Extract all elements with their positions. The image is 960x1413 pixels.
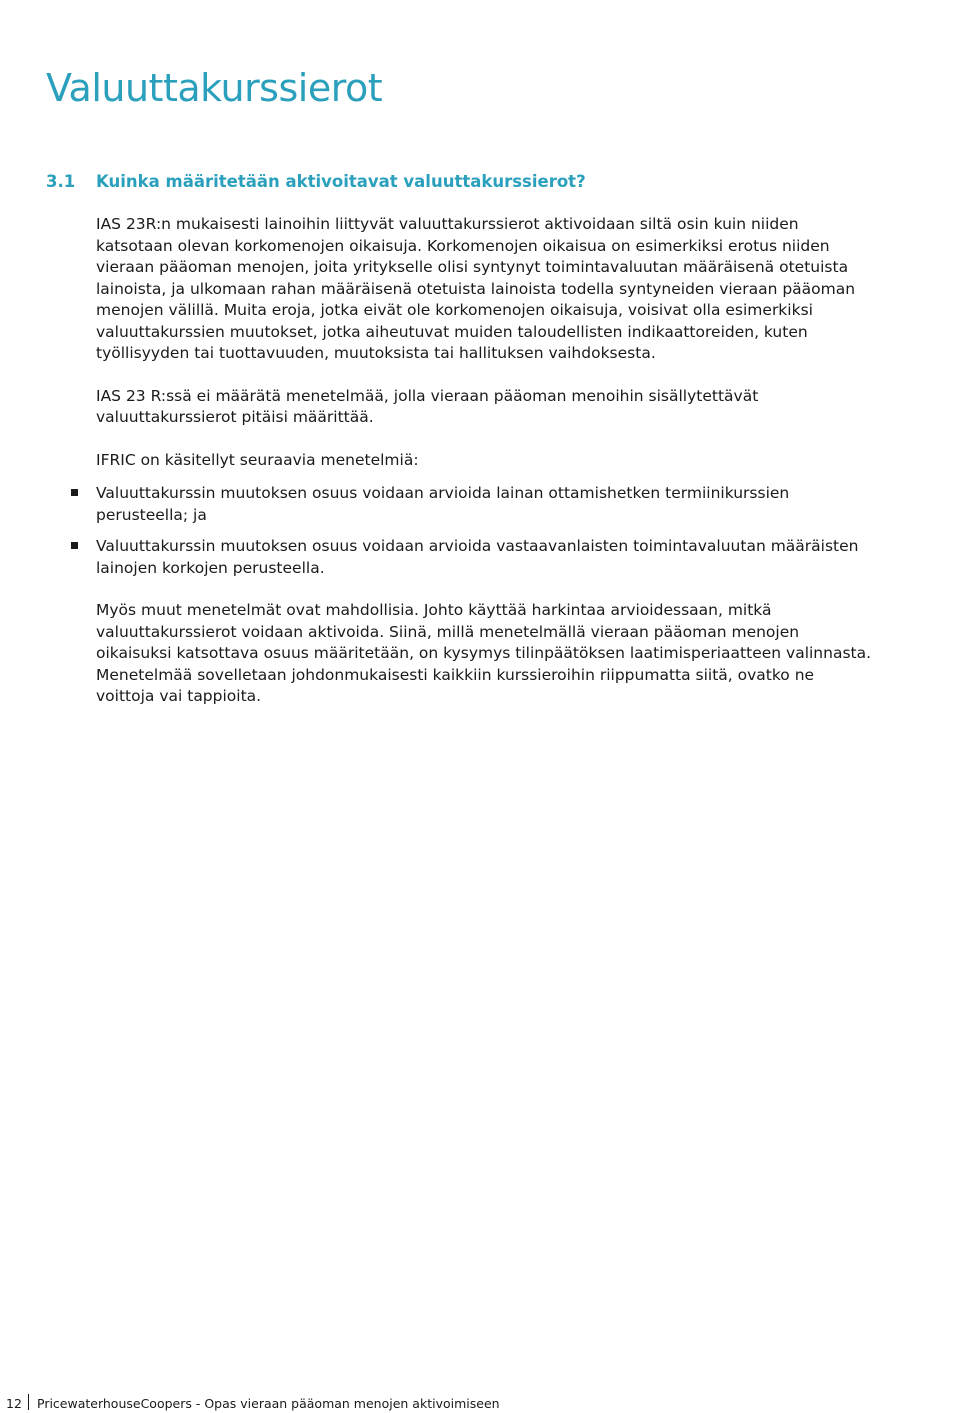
list-item	[71, 536, 876, 579]
paragraph-ifric: IFRIC on käsitellyt seuraavia menetelmiä:	[96, 450, 419, 469]
paragraph-method: IAS 23 R:ssä ei määrätä menetelmää, jolla vieraan pääoman menoihin sisällytettävät valuuttakurssierot pitäisi määrittää.	[96, 386, 759, 426]
paragraph-intro: IAS 23R:n mukaisesti lainoihin liittyvät valuuttakurssierot aktivoidaan siltä osin kuin niiden katsotaan olevan korkomenojen oikaisuja. Korkomenojen oikaisua on esimerkiksi erotus niiden vieraan pääoman menojen, joita yritykselle olisi syntynyt toimintavaluutan määräisenä otetuista lainoista, ja ulkomaan rahan määräisenä otetuista lainoista todella syntyneiden vieraan pääoman menojen välillä. Muita eroja, jotka eivät ole korkomenojen oikaisuja, voisivat olla esimerkiksi valuuttakurssien muutokset, jotka aiheutuvat muiden taloudellisten indikaattoreiden, kuten työllisyyden tai tuottavuuden, muutoksista tai hallituksen vaihdoksesta.	[96, 215, 856, 362]
footer-divider	[28, 1394, 29, 1410]
page-title: Valuuttakurssierot	[46, 66, 383, 110]
section-heading-text: Kuinka määritetään aktivoitavat valuuttakurssierot?	[96, 172, 586, 191]
page-footer	[0, 1386, 960, 1413]
body-content	[96, 214, 876, 729]
running-title: PricewaterhouseCoopers - Opas vieraan pääoman menojen aktivoimiseen	[37, 1396, 500, 1411]
bullet-square-icon	[71, 542, 78, 549]
bullet-text: Valuuttakurssin muutoksen osuus voidaan arvioida lainan ottamishetken termiinikurssien perusteella; ja	[96, 484, 790, 524]
bullet-text: Valuuttakurssin muutoksen osuus voidaan arvioida vastaavanlaisten toimintavaluutan määräisten lainojen korkojen perusteella.	[96, 537, 859, 577]
section-number: 3.1	[46, 172, 76, 191]
page-number: 12	[6, 1396, 22, 1411]
section-heading	[46, 172, 586, 191]
bullet-list	[96, 483, 876, 579]
bullet-square-icon	[71, 489, 78, 496]
list-item	[71, 483, 876, 526]
paragraph-closing: Myös muut menetelmät ovat mahdollisia. Johto käyttää harkintaa arvioidessaan, mitkä valuuttakurssierot voidaan aktivoida. Siinä, millä menetelmällä vieraan pääoman menojen oikaisuksi katsottava osuus määritetään, on kysymys tilinpäätöksen laatimisperiaatteen valinnasta. Menetelmää sovelletaan johdonmukaisesti kaikkiin kurssieroihin riippumatta siitä, ovatko ne voittoja vai tappioita.	[96, 601, 872, 705]
